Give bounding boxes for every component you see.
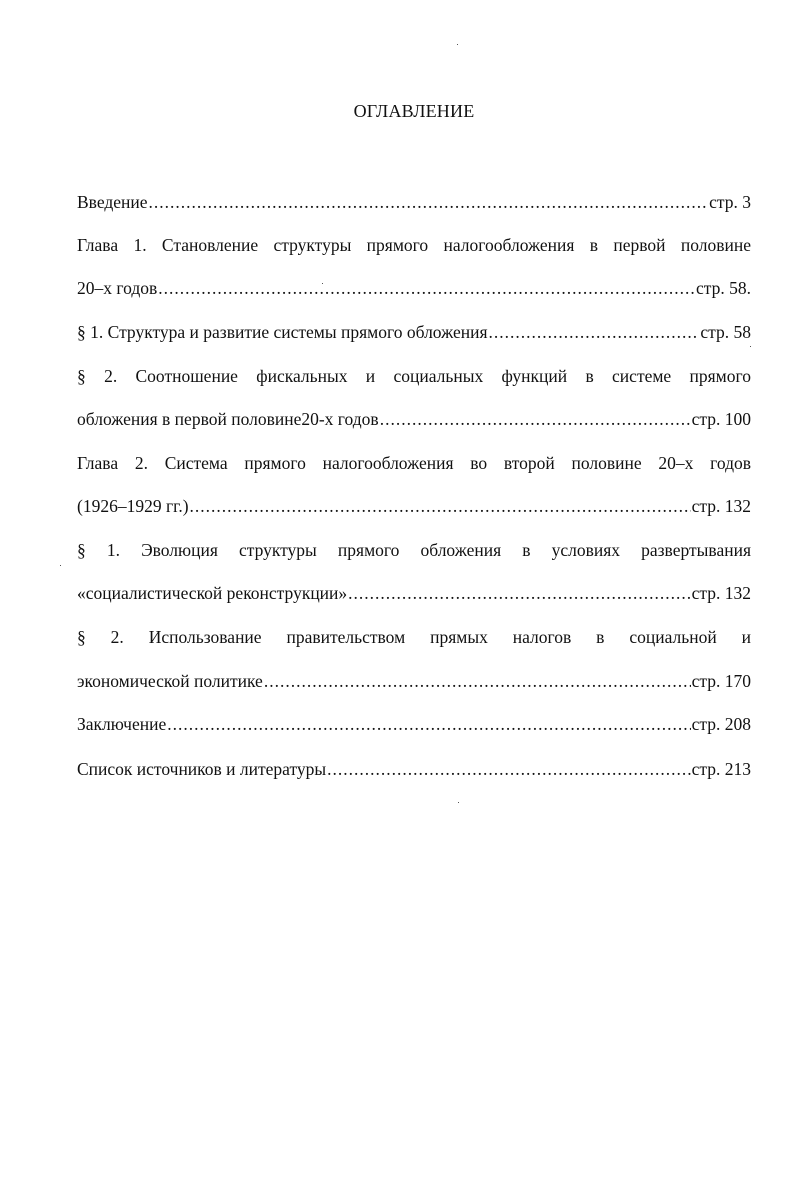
- toc-entry-chapter-2-line-1[interactable]: Глава 2. Система прямого налогообложения во второй половине 20–х годов: [77, 453, 751, 473]
- toc-entry-chapter-2-line-2[interactable]: [77, 495, 751, 517]
- scan-speck: [457, 44, 458, 45]
- scan-speck: [458, 802, 459, 803]
- toc-entry-ch1-section-2-line-2[interactable]: [77, 408, 751, 430]
- toc-entry-text: 20–х годов: [77, 278, 158, 298]
- toc-page-number: стр. 170: [691, 671, 751, 691]
- toc-entry-chapter-1-line-2[interactable]: [77, 277, 751, 299]
- toc-entry-text: § 1. Структура и развитие системы прямого обложения: [77, 322, 488, 342]
- dot-leader: [158, 277, 695, 299]
- toc-entry-ch1-section-1[interactable]: [77, 321, 751, 343]
- page-title: ОГЛАВЛЕНИЕ: [353, 101, 475, 121]
- toc-page-number: стр. 213: [691, 759, 751, 779]
- toc-entry-ch2-section-1-line-2[interactable]: [77, 582, 751, 604]
- toc-entry-ch2-section-2-line-1[interactable]: § 2. Использование правительством прямых налогов в социальной и: [77, 627, 751, 647]
- toc-page-number: стр. 132: [691, 496, 751, 516]
- dot-leader: [167, 713, 690, 735]
- dot-leader: [489, 321, 700, 343]
- toc-entry-ch2-section-2-line-2[interactable]: [77, 670, 751, 692]
- scan-speck: [750, 346, 751, 347]
- toc-page-number: стр. 208: [691, 714, 751, 734]
- dot-leader: [190, 495, 691, 517]
- toc-page-number: стр. 58.: [695, 278, 751, 298]
- dot-leader: [380, 408, 691, 430]
- toc-page-number: стр. 100: [691, 409, 751, 429]
- toc-page-number: стр. 3: [709, 192, 751, 212]
- toc-entry-text: «социалистической реконструкции»: [77, 583, 348, 603]
- toc-entry-intro[interactable]: [77, 191, 751, 213]
- toc-entry-text: (1926–1929 гг.): [77, 496, 189, 516]
- toc-entry-sources[interactable]: [77, 758, 751, 780]
- dot-leader: [149, 191, 709, 213]
- scan-speck: [60, 565, 61, 566]
- toc-page-number: стр. 132: [691, 583, 751, 603]
- toc-entry-conclusion[interactable]: [77, 713, 751, 735]
- toc-entry-ch1-section-2-line-1[interactable]: § 2. Соотношение фискальных и социальных функций в системе прямого: [77, 366, 751, 386]
- toc-entry-text: обложения в первой половине20-х годов: [77, 409, 379, 429]
- toc-entry-chapter-1-line-1[interactable]: Глава 1. Становление структуры прямого налогообложения в первой половине: [77, 235, 751, 255]
- dot-leader: [264, 670, 691, 692]
- toc-entry-text: Список источников и литературы: [77, 759, 327, 779]
- toc-entry-text: Заключение: [77, 714, 167, 734]
- dot-leader: [327, 758, 690, 780]
- dot-leader: [348, 582, 690, 604]
- toc-page-number: стр. 58: [700, 322, 751, 342]
- toc-entry-text: экономической политике: [77, 671, 263, 691]
- toc-entry-ch2-section-1-line-1[interactable]: § 1. Эволюция структуры прямого обложения в условиях развертывания: [77, 540, 751, 560]
- toc-entry-text: Введение: [77, 192, 148, 212]
